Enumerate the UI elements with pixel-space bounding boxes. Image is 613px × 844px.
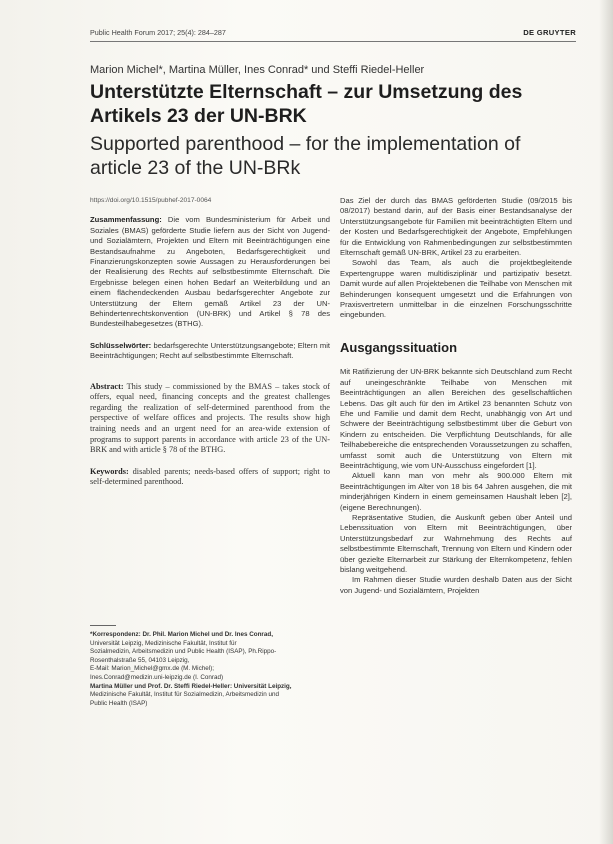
doi-link[interactable]: https://doi.org/10.1515/pubhef-2017-0064	[90, 197, 212, 204]
abstract-paragraph	[90, 382, 330, 456]
abstract-label: Abstract:	[90, 381, 124, 391]
right-column	[340, 196, 572, 596]
keywords-paragraph	[90, 467, 330, 488]
abstract-text: This study – commissioned by the BMAS – takes stock of offers, equal need, financing concepts and the greatest challenges regarding the realization of self-determined parenthood from the perspective of welfare offices and projects. The results show high training needs and an urgent need for an area-wide extension of programs to support parents in accordance with article 23 of the UN-BRK and with article § 78 of the BTHG.	[90, 381, 330, 455]
section-paragraph: Repräsentative Studien, die Auskunft geben über Anteil und Lebenssituation von Eltern mit Beeinträchtigungen, über Unterstützungsbedarf zur Wahrnehmung des Rechts auf selbstbestimmte Elternschaft, Trennung von Eltern und Kindern oder über gezielte Elternarbeit zur Stärkung der Elternkompetenz, fehlen bislang weitgehend.	[340, 512, 572, 574]
section-paragraph: Im Rahmen dieser Studie wurden deshalb Daten aus der Sicht von Jugend- und Sozialämtern, Projekten	[340, 575, 572, 595]
footnote-line: Public Health (ISAP)	[90, 699, 148, 707]
running-head-rule	[90, 41, 576, 42]
footnote-line: Rosenthalstraße 55, 04103 Leipzig,	[90, 656, 190, 664]
schluesselwoerter-paragraph	[90, 341, 330, 362]
intro-paragraph: Das Ziel der durch das BMAS geförderten Studie (09/2015 bis 08/2017) bestand darin, auf der Basis einer Bestandsanalyse der Unterstützungsangebote für Familien mit beeinträchtigten Eltern und der Kosten und Bedarfsgerechtigkeit der Angebote, Empfehlungen für die Entwicklung von Rahmenbedingungen zur selbstbestimmten Elternschaft gemäß UN-BRK, Artikel 23 zu erarbeiten.	[340, 196, 572, 258]
section-heading: Ausgangssituation	[340, 339, 458, 355]
footnote-line: Sozialmedizin, Arbeitsmedizin und Public Health (ISAP), Ph.Rippo-	[90, 648, 277, 656]
footnote-line: Medizinische Fakultät, Institut für Sozialmedizin, Arbeitsmedizin und	[90, 691, 279, 699]
schluesselwoerter-label: Schlüsselwörter:	[90, 340, 152, 350]
correspondence-footnote	[90, 631, 330, 708]
journal-citation: Public Health Forum 2017; 25(4): 284–287	[90, 28, 226, 37]
footnote-line: Universität Leipzig, Medizinische Fakultät, Institut für	[90, 639, 237, 647]
title-english: Supported parenthood – for the implementation of article 23 of the UN-BRk	[90, 133, 521, 179]
footnote-rule	[90, 625, 116, 626]
section-paragraph: Mit Ratifizierung der UN-BRK bekannte sich Deutschland zum Recht auf uneingeschränkte Teilhabe von Menschen mit Beeinträchtigungen an allen Bereichen des gesellschaftlichen Lebens. Das gilt auch für den im Artikel 23 benannten Schutz von Ehe und Familie und damit dem Recht, unabhängig von Art und Schwere der Beeinträchtigung selbstbestimmt über die Geburt von Kindern zu entscheiden. Die Verpflichtung Deutschlands, für alle Teilhabebereiche die entsprechenden Voraussetzungen zu schaffen, umfasst somit auch die Unterstützung von Eltern mit Beeinträchtigung, wie vom UN-Ausschuss eingefordert [1].	[340, 367, 572, 470]
footnote-line: *Korrespondenz: Dr. Phil. Marion Michel und Dr. Ines Conrad,	[90, 631, 273, 638]
page-edge-shadow	[599, 0, 613, 844]
schluesselwoerter-text: bedarfsgerechte Unterstützungsangebote; Eltern mit Beeinträchtigungen; Recht auf selbstbestimmte Elternschaft.	[90, 340, 330, 361]
footnote-email[interactable]: E-Mail: Marion_Michel@gmx.de (M. Michel);	[90, 665, 214, 673]
keywords-text: disabled parents; needs-based offers of support; right to self-determined parenthood.	[90, 466, 330, 487]
author-list: Marion Michel*, Martina Müller, Ines Conrad* und Steffi Riedel-Heller	[90, 64, 425, 76]
running-head	[90, 28, 576, 37]
title-german: Unterstützte Elternschaft – zur Umsetzung des Artikels 23 der UN-BRK	[90, 81, 523, 127]
zusammenfassung-label: Zusammenfassung:	[90, 215, 162, 225]
footnote-line: Martina Müller und Prof. Dr. Steffi Riedel-Heller: Universität Leipzig,	[90, 682, 292, 690]
zusammenfassung-paragraph	[90, 215, 330, 329]
zusammenfassung-text: Die vom Bundesministerium für Arbeit und Soziales (BMAS) geförderte Studie liefern aus der Sicht von Jugend- und Sozialämtern, Projekten und Eltern mit Beeinträchtigungen eine Bestandsaufnahme zu Angeboten, Bedarfsgerechtigkeit und Finanzierungskonzepten sowie Aussagen zu Herausforderungen bei der Realisierung des Rechts auf selbstbestimmte Elternschaft. Die Ergebnisse belegen einen hohen Bedarf an Weiterbildung und an einem flächendeckenden Ausbau bedarfsgerechter Angebote zur Unterstützung der Eltern gemäß Artikel 23 der UN-Behindertenrechtskonvention (UN-BRK) und Artikel § 78 des Bundesteilhabegesetzes (BTHG).	[90, 215, 330, 329]
keywords-label: Keywords:	[90, 466, 129, 476]
footnote-email[interactable]: Ines.Conrad@medizin.uni-leipzig.de (I. Conrad)	[90, 673, 224, 681]
left-column	[90, 196, 330, 488]
section-paragraph: Aktuell kann man von mehr als 900.000 Eltern mit Beeinträchtigungen im Alter von 18 bis 64 Jahren ausgehen, die mit minderjährigen Kindern in einem gemeinsamen Haushalt leben [2], (eigene Berechnungen).	[340, 471, 572, 512]
intro-paragraph-2: Sowohl das Team, als auch die projektbegleitende Expertengruppe waren multidisziplinär und partizipativ besetzt. Damit wurde auf allen Projektebenen die Teilhabe von Menschen mit Behinderungen konsequent umgesetzt und die Erfahrungen von Praxisvertretern unmittelbar in die einzelnen Forschungsschritte eingebunden.	[340, 258, 572, 320]
publisher-name: DE GRUYTER	[523, 28, 576, 37]
